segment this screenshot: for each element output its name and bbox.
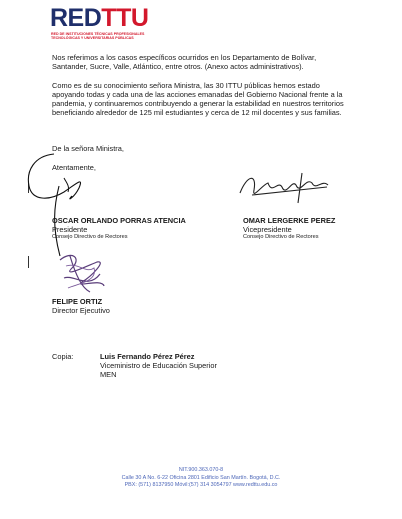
signatory-vicepresident xyxy=(243,216,335,241)
footer-contact: PBX: (571) 8137950 Móvil:(57) 314 3054797 www.redttu.edu.co xyxy=(124,482,278,489)
signature-right xyxy=(232,165,342,210)
signatory-name: FELIPE ORTIZ xyxy=(52,297,103,306)
signatory-org: Consejo Directivo de Rectores xyxy=(243,234,319,240)
signatory-title: Presidente xyxy=(52,225,88,234)
copy-org: MEN xyxy=(100,370,117,379)
copy-title: Viceministro de Educación Superior xyxy=(100,361,217,370)
signatory-president xyxy=(52,216,186,241)
paragraph-cases: Nos referimos a los casos específicos ocurridos en los Departamento de Bolívar, Santander, Sucre, Valle, Atlántico, entre otros. (Anexo actos administrativos). xyxy=(52,53,317,71)
closing-salutation: De la señora Ministra, xyxy=(52,144,124,153)
closing-regards: Atentamente, xyxy=(52,163,96,172)
logo-subtitle: RED DE INSTITUCIONES TÉCNICAS PROFESIONALES TECNOLÓGICAS Y UNIVERSITARIAS PÚBLICAS xyxy=(51,32,145,41)
copy-label: Copia: xyxy=(52,352,74,361)
copy-name: Luis Fernando Pérez Pérez xyxy=(100,352,195,361)
copy-recipient xyxy=(100,352,217,379)
signatory-org: Consejo Directivo de Rectores xyxy=(52,234,128,240)
logo xyxy=(50,6,170,46)
signature-third xyxy=(52,248,112,298)
signatory-title: Vicepresidente xyxy=(243,225,292,234)
signatory-director xyxy=(52,297,110,315)
signatory-name: OSCAR ORLANDO PORRAS ATENCIA xyxy=(52,216,186,225)
signatory-name: OMAR LERGERKE PEREZ xyxy=(243,216,336,225)
logo-wordmark: REDTTU xyxy=(50,4,149,32)
footer-address: Calle 30 A No. 6-22 Oficina 2801 Edificio San Martín. Bogotá, D.C. xyxy=(121,474,281,481)
paragraph-support: Como es de su conocimiento señora Ministra, las 30 ITTU públicas hemos estado apoyando todas y cada una de las acciones emanadas del Gobierno Nacional frente a la pandemia, y continuaremos contribuyendo a generar la estabilidad en nuestros territorios beneficiando alrededor de 125 mil estudiantes y cerca de 12 mil docentes y sus familias. xyxy=(52,81,344,117)
footer xyxy=(0,467,402,490)
signatory-title: Director Ejecutivo xyxy=(52,306,110,315)
footer-nit: NIT.900.363.070-8 xyxy=(178,467,224,473)
